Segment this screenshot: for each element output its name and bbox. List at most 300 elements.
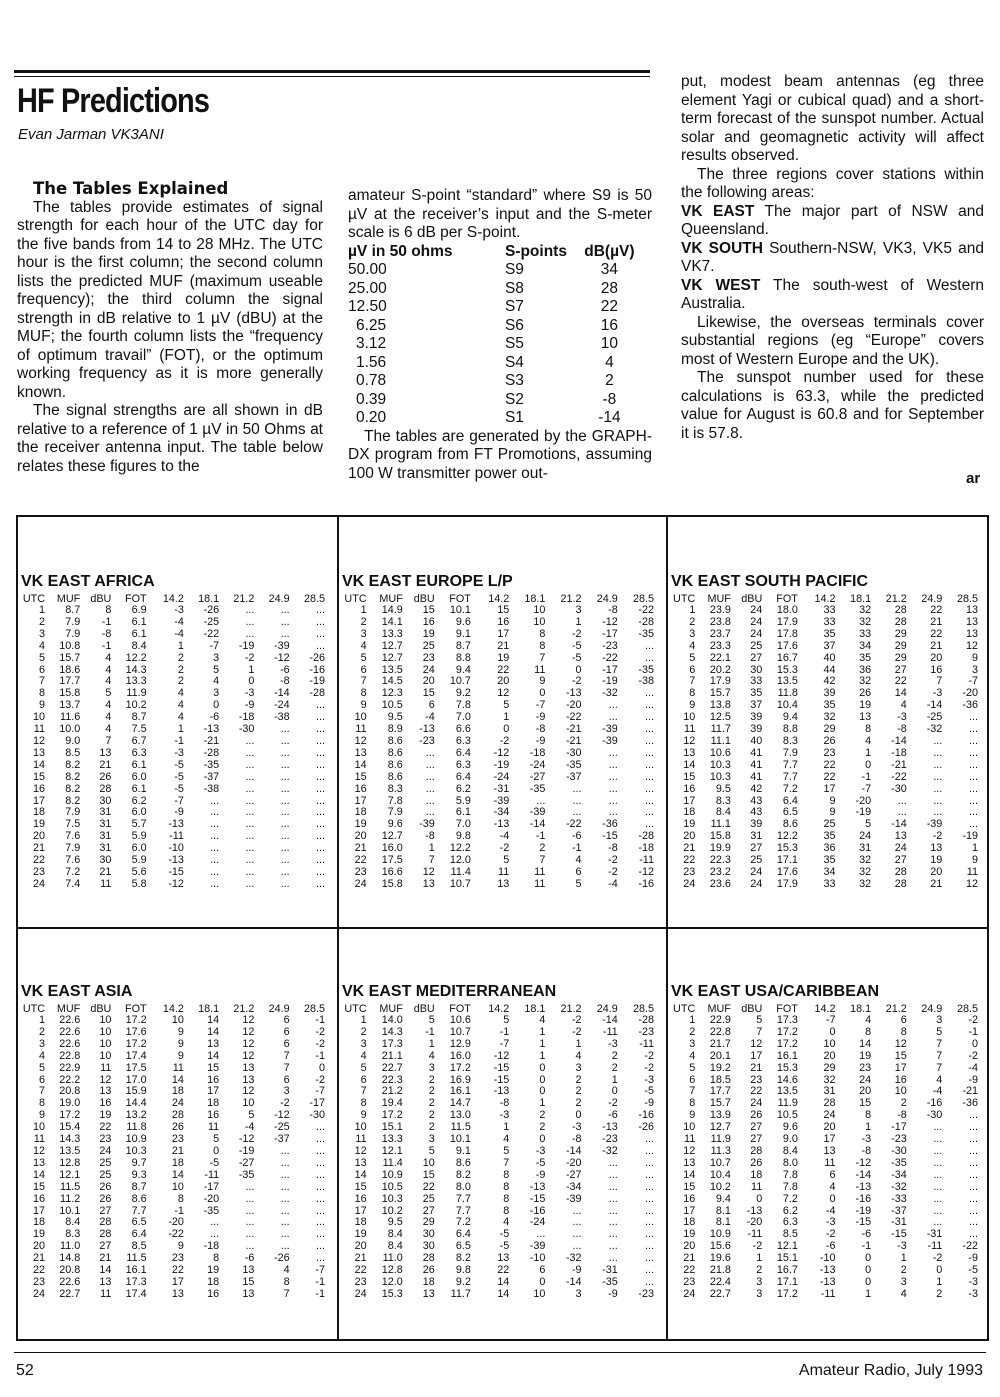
table-cell: 24	[33, 1287, 46, 1300]
table-cell: -11	[639, 854, 654, 867]
table-cell: 12	[965, 639, 978, 652]
table-cell: 9.5	[387, 711, 403, 724]
s-point-header: dB(µV)	[584, 242, 635, 260]
table-cell: 2	[900, 1097, 907, 1110]
table-cell: 12	[683, 1144, 696, 1157]
table-cell: 0	[539, 1275, 546, 1288]
table-cell: 22.1	[709, 651, 731, 664]
table-cell: 0	[318, 1061, 325, 1074]
column-header: UTC	[344, 593, 367, 605]
table-cell: 7.9	[65, 842, 81, 855]
table-cell: -27	[238, 1156, 255, 1169]
table-cell: 9.4	[455, 663, 471, 676]
table-cell: 0	[213, 1144, 220, 1157]
table-cell: ...	[969, 1192, 978, 1205]
table-cell: 9	[39, 1109, 46, 1122]
table-cell: 35	[823, 627, 836, 640]
table-cell: 8	[39, 687, 46, 700]
table-cell: 1	[865, 746, 872, 759]
table-cell: 37	[823, 639, 836, 652]
table-cell: 4	[689, 1049, 696, 1062]
table-cell: 5	[428, 1144, 435, 1157]
table-cell: 4	[503, 1216, 510, 1229]
table-cell: 1	[248, 663, 255, 676]
table-cell: 22.7	[709, 1287, 731, 1300]
table-cell: 10	[99, 1049, 112, 1062]
table-row	[343, 1039, 654, 1051]
table-cell: 13	[894, 830, 907, 843]
s-point-cell: 22	[600, 298, 618, 315]
column-header: FOT	[449, 1003, 471, 1015]
table-cell: 22	[683, 1264, 696, 1277]
table-cell: 15.3	[381, 1287, 403, 1300]
column-header: 18.1	[850, 1003, 872, 1015]
table-cell: 0	[539, 1061, 546, 1074]
table-cell: 27	[750, 842, 763, 855]
table-cell: 23	[422, 651, 435, 664]
table-cell: -31	[493, 782, 510, 795]
table-cell: 9	[360, 699, 367, 712]
table-cell: 2	[428, 1121, 435, 1134]
table-cell: 12	[242, 1025, 255, 1038]
table-cell: -19	[493, 758, 510, 771]
table-row	[672, 760, 978, 772]
table-cell: 13	[965, 604, 978, 616]
table-cell: -13	[493, 818, 510, 831]
table-cell: 21	[354, 1252, 367, 1265]
table-cell: -17	[602, 627, 618, 640]
table-cell: 2	[39, 1025, 46, 1038]
table-cell: -4	[608, 877, 618, 890]
table-cell: 39	[750, 723, 763, 736]
table-cell: 8.2	[65, 794, 81, 807]
table-cell: ...	[425, 746, 435, 759]
table-cell: -2	[315, 1025, 325, 1038]
table-cell: 13	[497, 1252, 510, 1265]
table-cell: 7	[689, 675, 696, 688]
table-row	[22, 1289, 325, 1301]
table-cell: 41	[750, 746, 763, 759]
table-cell: 19.0	[59, 1097, 81, 1110]
table-cell: 40	[750, 734, 763, 747]
table-cell: -22	[565, 818, 582, 831]
header-rule	[14, 70, 650, 73]
table-cell: 15.1	[381, 1121, 403, 1134]
panel-title: VK EAST AFRICA	[21, 573, 155, 590]
table-cell: 28	[894, 865, 907, 878]
table-cell: -15	[529, 1192, 546, 1205]
table-cell: 21	[33, 1252, 46, 1265]
table-cell: 9.2	[455, 1275, 471, 1288]
table-cell: 7	[936, 675, 943, 688]
table-cell: 19	[33, 818, 46, 831]
table-cell: 42	[750, 782, 763, 795]
table-cell: 14	[497, 1275, 510, 1288]
table-cell: -31	[602, 1264, 618, 1277]
table-cell: -35	[238, 1168, 255, 1181]
table-cell: ...	[608, 1156, 618, 1169]
table-cell: -28	[309, 687, 325, 700]
table-cell: -2	[499, 842, 510, 855]
table-cell: -4	[174, 627, 184, 640]
table-cell: 22	[99, 1121, 112, 1134]
table-cell: 15.3	[776, 663, 798, 676]
table-cell: 1	[539, 1049, 546, 1062]
table-cell: 30	[99, 854, 112, 867]
table-cell: 31	[750, 830, 763, 843]
column-header: FOT	[776, 1003, 798, 1015]
table-cell: 16.0	[381, 842, 403, 855]
table-cell: ...	[645, 651, 654, 664]
table-cell: 24	[683, 877, 696, 890]
table-cell: 15.3	[776, 842, 798, 855]
table-cell: ...	[608, 1180, 618, 1193]
table-cell: 40	[823, 651, 836, 664]
table-cell: 8.4	[387, 1240, 403, 1253]
table-cell: -26	[638, 1121, 654, 1134]
column-header: FOT	[449, 593, 471, 605]
table-cell: -12	[274, 651, 290, 664]
table-cell: 11	[534, 877, 546, 890]
table-cell: ...	[608, 1228, 618, 1241]
table-cell: -21	[565, 734, 582, 747]
s-point-cell: 28	[600, 279, 618, 297]
table-cell: ...	[969, 818, 978, 831]
table-cell: 17	[750, 1049, 763, 1062]
table-cell: 7.8	[455, 699, 471, 712]
table-cell: 1	[503, 1121, 510, 1134]
s-point-row	[348, 261, 638, 280]
table-cell: 7	[428, 854, 435, 867]
table-cell: -13	[493, 1085, 510, 1098]
table-row	[343, 1158, 654, 1170]
table-cell: ...	[969, 1180, 978, 1193]
table-cell: 17.2	[449, 1061, 471, 1074]
table-cell: 4	[503, 1133, 510, 1146]
table-cell: 30	[422, 1240, 435, 1253]
panel-title: VK EAST MEDITERRANEAN	[342, 983, 557, 1000]
table-cell: 5	[248, 1109, 255, 1122]
table-cell: 4	[900, 1287, 907, 1300]
table-cell: ...	[608, 782, 618, 795]
prediction-panel	[18, 517, 333, 917]
table-cell: -30	[565, 746, 582, 759]
table-cell: 15.8	[59, 687, 81, 700]
table-cell: 17.7	[59, 675, 81, 688]
table-cell: 31	[859, 842, 872, 855]
table-cell: 0	[971, 1037, 978, 1050]
s-point-cell: 12.50	[348, 298, 387, 315]
table-cell: 11.8	[777, 687, 798, 700]
table-cell: 2	[900, 1264, 907, 1277]
table-cell: 8.4	[715, 806, 731, 819]
s-point-cell: S3	[504, 372, 524, 389]
table-cell: 35	[859, 651, 872, 664]
column-header: 28.5	[632, 593, 654, 605]
table-cell: -9	[174, 806, 184, 819]
table-cell: 1	[539, 1025, 546, 1038]
table-cell: 11.0	[60, 1240, 81, 1253]
table-cell: 10.9	[709, 1228, 731, 1241]
table-cell: -12	[855, 1156, 872, 1169]
column-header: 18.1	[524, 593, 546, 605]
column-header: 21.2	[560, 1003, 582, 1015]
table-cell: 15	[207, 1061, 220, 1074]
table-cell: -24	[529, 758, 546, 771]
table-cell: 28	[171, 1109, 184, 1122]
table-cell: ...	[245, 865, 255, 878]
table-cell: 22	[750, 1085, 763, 1098]
table-cell: ...	[316, 1121, 325, 1134]
table-cell: 6.4	[782, 794, 798, 807]
table-cell: 2	[428, 1073, 435, 1086]
table-cell: ...	[572, 794, 582, 807]
table-cell: 22.7	[381, 1061, 403, 1074]
table-cell: 9.5	[387, 1216, 403, 1229]
table-cell: 3	[936, 1014, 943, 1026]
table-cell: 22	[894, 675, 907, 688]
table-cell: 30	[750, 663, 763, 676]
table-cell: 1	[936, 1275, 943, 1288]
table-cell: 13	[859, 711, 872, 724]
table-row	[22, 772, 325, 784]
table-cell: 12	[242, 1037, 255, 1050]
table-cell: -2	[571, 1014, 582, 1026]
table-cell: 22	[930, 604, 943, 616]
table-cell: -2	[968, 1049, 978, 1062]
table-cell: 6.1	[131, 627, 147, 640]
table-cell: 9	[360, 1109, 367, 1122]
table-row	[343, 760, 654, 772]
table-cell: ...	[316, 830, 325, 843]
table-cell: 15.4	[59, 1121, 81, 1134]
table-cell: 18	[171, 1085, 184, 1098]
table-cell: 14.3	[125, 663, 147, 676]
table-cell: 12	[354, 734, 367, 747]
table-cell: 33	[823, 604, 836, 616]
table-cell: 13	[965, 615, 978, 628]
table-cell: 10	[533, 615, 546, 628]
table-cell: -27	[565, 1168, 582, 1181]
table-cell: 13	[354, 746, 367, 759]
table-cell: 0	[829, 1192, 836, 1205]
table-cell: -16	[855, 1192, 872, 1205]
table-cell: 24	[750, 627, 763, 640]
table-cell: 22	[422, 1180, 435, 1193]
table-cell: ...	[933, 1192, 943, 1205]
table-cell: 17.4	[125, 1287, 147, 1300]
table-cell: -34	[493, 806, 510, 819]
table-cell: -4	[825, 1204, 836, 1217]
table-cell: 36	[823, 842, 836, 855]
table-cell: ...	[933, 746, 943, 759]
table-cell: -2	[608, 865, 618, 878]
table-cell: 33	[750, 675, 763, 688]
table-cell: ...	[933, 794, 943, 807]
table-cell: -15	[493, 1073, 510, 1086]
table-cell: 10.8	[59, 639, 81, 652]
table-cell: 11	[497, 865, 510, 878]
column-header: 21.2	[885, 593, 907, 605]
table-cell: ...	[969, 711, 978, 724]
table-cell: 26	[823, 734, 836, 747]
table-cell: 7	[105, 734, 112, 747]
table-cell: 23	[859, 1061, 872, 1074]
table-cell: 32	[823, 711, 836, 724]
table-cell: 7.8	[387, 794, 403, 807]
table-cell: 10	[354, 1121, 367, 1134]
table-cell: 8	[360, 687, 367, 700]
table-cell: -11	[820, 1287, 836, 1300]
table-cell: 20	[930, 865, 943, 878]
magazine-issue: Amateur Radio, July 1993	[798, 1362, 983, 1379]
s-point-cell: 25.00	[348, 279, 387, 297]
table-cell: 13	[171, 1287, 184, 1300]
table-cell: 13	[207, 1037, 220, 1050]
table-cell: 24	[422, 663, 435, 676]
table-cell: 4	[428, 1049, 435, 1062]
column-header: FOT	[125, 1003, 147, 1015]
table-cell: -6	[209, 711, 220, 724]
table-cell: 8.2	[65, 782, 81, 795]
table-cell: 7.4	[65, 877, 81, 890]
table-cell: 8.7	[131, 1180, 147, 1193]
table-cell: 18	[750, 1168, 763, 1181]
s-point-cell: S4	[504, 353, 524, 371]
prediction-panel	[18, 929, 333, 1329]
table-cell: 16	[99, 1097, 112, 1110]
table-cell: 41	[750, 770, 763, 783]
table-cell: 10.3	[709, 770, 731, 783]
table-cell: 17.2	[776, 1037, 798, 1050]
table-cell: 14	[354, 1168, 367, 1181]
table-cell: -18	[891, 746, 907, 759]
table-cell: -3	[932, 687, 943, 700]
s-point-cell: 6.25	[356, 316, 387, 334]
table-cell: 17	[497, 627, 510, 640]
table-cell: 13	[965, 627, 978, 640]
table-cell: 28	[894, 604, 907, 616]
table-cell: 16	[930, 663, 943, 676]
table-cell: ...	[608, 770, 618, 783]
table-cell: 13	[683, 1156, 696, 1169]
table-cell: 16.1	[776, 1049, 798, 1062]
table-cell: -11	[204, 1168, 220, 1181]
table-cell: ...	[608, 1192, 618, 1205]
table-cell: 17.0	[125, 1073, 147, 1086]
table-cell: 8.5	[131, 1240, 147, 1253]
table-cell: ...	[536, 1228, 546, 1241]
table-cell: -3	[968, 1287, 978, 1300]
table-cell: ...	[316, 627, 325, 640]
table-cell: 29	[823, 723, 836, 736]
table-cell: -12	[602, 615, 618, 628]
table-cell: 25	[422, 1192, 435, 1205]
table-cell: 8.3	[387, 782, 403, 795]
table-cell: ...	[933, 1144, 943, 1157]
table-cell: 25	[750, 854, 763, 867]
table-cell: 6.6	[455, 723, 471, 736]
table-cell: 1	[611, 1073, 618, 1086]
table-cell: 7.5	[65, 818, 81, 831]
table-cell: 22.3	[381, 1073, 403, 1086]
table-cell: 39	[750, 818, 763, 831]
table-cell: 23	[354, 865, 367, 878]
table-cell: 1	[177, 723, 184, 736]
table-cell: ...	[245, 604, 255, 616]
table-cell: 4	[575, 854, 582, 867]
table-cell: ...	[645, 758, 654, 771]
table-cell: 29	[894, 627, 907, 640]
table-row	[22, 1194, 325, 1206]
table-cell: 10	[894, 1085, 907, 1098]
table-cell: 21	[683, 842, 696, 855]
table-cell: 6	[360, 1073, 367, 1086]
table-cell: ...	[933, 1180, 943, 1193]
table-cell: -19	[309, 675, 325, 688]
table-cell: -9	[968, 1073, 978, 1086]
table-cell: 23	[171, 1133, 184, 1146]
paragraph: The tables provide estimates of signal strength for each hour of the UTC day for the five bands from 14 to 28 MHz. The UTC hour is the first column; the second column lists the predicted MUF (maximum useable frequency); the third column the signal strength in dB relative to 1 µV (dBU) at the MUF; the fourth column lists the “frequency of optimum travail” (FOT), or the optimum working frequency as it is more generally known.	[17, 198, 323, 401]
table-cell: ...	[969, 734, 978, 747]
table-cell: 41	[750, 758, 763, 771]
table-cell: 5	[213, 1133, 220, 1146]
table-cell: 8	[689, 1097, 696, 1110]
table-cell: 8	[105, 604, 112, 616]
table-cell: 14	[207, 1025, 220, 1038]
table-cell: 19	[683, 818, 696, 831]
table-cell: 11.9	[126, 687, 147, 700]
table-cell: -9	[571, 1264, 582, 1277]
table-cell: 13.5	[776, 675, 798, 688]
table-cell: 14	[683, 1168, 696, 1181]
table-row	[672, 748, 978, 760]
table-cell: ...	[280, 854, 290, 867]
table-cell: -23	[602, 639, 618, 652]
table-cell: 14	[207, 1049, 220, 1062]
table-cell: 8	[283, 1275, 290, 1288]
table-cell: 0	[539, 687, 546, 700]
table-cell: 5	[756, 1014, 763, 1026]
table-cell: 22	[823, 758, 836, 771]
table-cell: 3	[575, 604, 582, 616]
table-cell: -13	[168, 854, 184, 867]
table-cell: -37	[565, 770, 582, 783]
table-cell: 7.6	[65, 830, 81, 843]
table-cell: 5.6	[131, 865, 147, 878]
table-cell: -12	[638, 865, 654, 878]
table-cell: 9.6	[455, 615, 471, 628]
table-cell: 19.4	[381, 1097, 403, 1110]
header-rule-thin	[14, 76, 650, 77]
paragraph: amateur S-point “standard” where S9 is 50 µV at the receiver’s input and the S-meter scale is 6 dB per S-point.	[348, 187, 652, 241]
s-point-cell: 10	[600, 335, 618, 352]
table-row	[672, 1158, 978, 1170]
panel-title: VK EAST USA/CARIBBEAN	[671, 983, 880, 1000]
table-cell: 8	[865, 1109, 872, 1122]
table-cell: ...	[280, 1240, 290, 1253]
table-cell: 19.9	[709, 842, 731, 855]
table-cell: ...	[969, 1168, 978, 1181]
table-cell: ...	[645, 782, 654, 795]
table-cell: -33	[891, 1192, 907, 1205]
table-cell: -5	[499, 1240, 510, 1253]
table-cell: 8	[539, 627, 546, 640]
s-point-table	[348, 243, 638, 428]
table-cell: 5	[503, 1014, 510, 1026]
table-cell: 32	[859, 877, 872, 890]
table-cell: 20	[683, 1240, 696, 1253]
